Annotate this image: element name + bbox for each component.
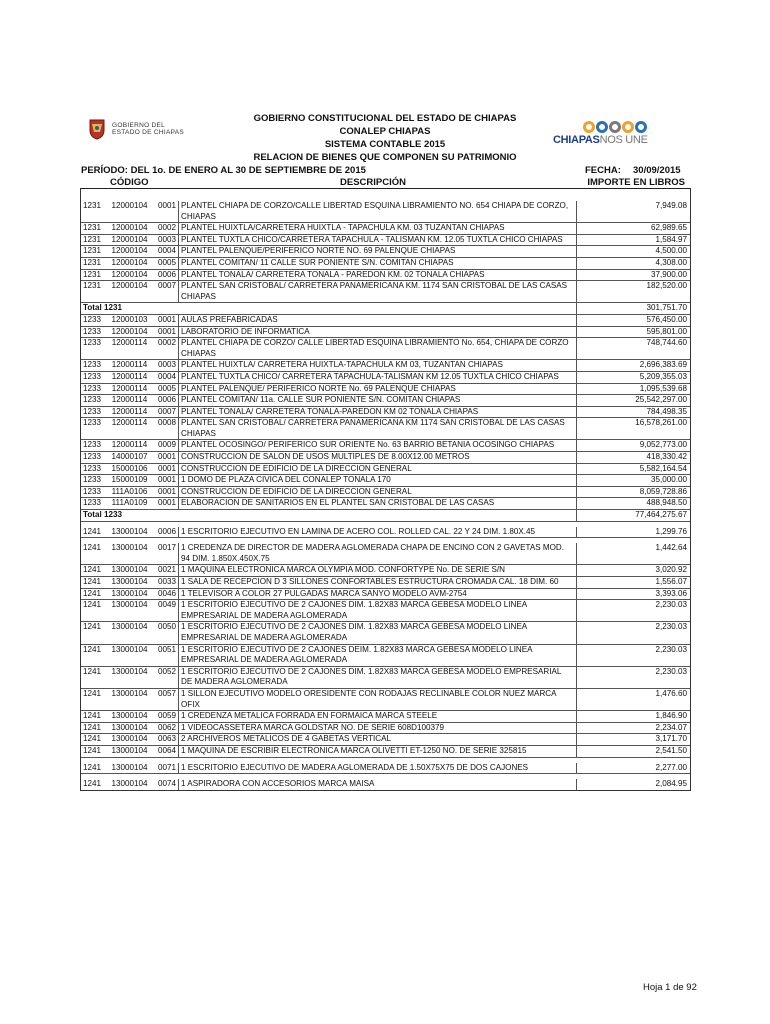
cell-codigo bbox=[81, 645, 179, 666]
cell-importe: 2,230.03 bbox=[655, 666, 687, 676]
cell-descripcion: 1 MAQUINA DE ESCRIBIR ELECTRONICA MARCA OLIVETTI ET-1250 NO. DE SERIE 325815 bbox=[179, 746, 577, 757]
cell-importe: 2,696,383.69 bbox=[639, 360, 687, 370]
cell-codigo bbox=[81, 577, 179, 588]
table-row bbox=[81, 270, 690, 282]
cell-importe: 8,059,728.86 bbox=[639, 486, 687, 496]
cell-descripcion: 1 CREDENZA DE DIRECTOR DE MADERA AGLOMERADA CHAPA DE ENCINO CON 2 GAVETAS MOD. 94 DIM. 1.850X.450X.75 bbox=[179, 543, 577, 564]
cell-codigo bbox=[81, 723, 179, 734]
code-part-b: 13000104 bbox=[111, 600, 148, 610]
code-part-a: 1241 bbox=[83, 711, 102, 721]
cell-descripcion: PLANTEL TUXTLA CHICO/ CARRETERA TAPACHULA-TALISMAN KM 12.05 TUXTLA CHICO CHIAPAS bbox=[179, 372, 577, 383]
cell-codigo bbox=[81, 327, 179, 338]
cell-codigo bbox=[81, 464, 179, 475]
code-part-b: 13000104 bbox=[111, 762, 148, 772]
code-part-a: 1231 bbox=[83, 281, 102, 291]
code-part-a: 1241 bbox=[83, 588, 102, 598]
code-part-c: 0071 bbox=[157, 762, 176, 772]
code-part-b: 13000104 bbox=[111, 711, 148, 721]
code-part-a: 1233 bbox=[83, 486, 102, 496]
code-part-a: 1231 bbox=[83, 246, 102, 256]
code-part-a: 1233 bbox=[83, 475, 102, 485]
code-part-c: 0007 bbox=[157, 406, 176, 416]
table-row bbox=[81, 235, 690, 247]
cell-codigo bbox=[81, 270, 179, 281]
cell-descripcion: PLANTEL HUIXTLA/CARRETERA HUIXTLA - TAPACHULA KM. 03 TUZANTAN CHIAPAS bbox=[179, 223, 577, 234]
cell-importe: 2,541.50 bbox=[655, 745, 687, 755]
table-row bbox=[81, 758, 690, 775]
cell-codigo bbox=[81, 440, 179, 451]
cell-importe: 16,578,261.00 bbox=[635, 418, 687, 428]
code-part-a: 1233 bbox=[83, 452, 102, 462]
code-part-b: 12000114 bbox=[111, 395, 148, 405]
cell-codigo bbox=[81, 407, 179, 418]
cell-importe: 3,393.06 bbox=[655, 588, 687, 598]
code-part-b: 12000114 bbox=[111, 360, 148, 370]
code-part-a: 1231 bbox=[83, 269, 102, 279]
cell-descripcion: 1 ESCRITORIO EJECUTIVO DE 2 CAJONES DIM. 1.82X83 MARCA GEBESA MODELO EMPRESARIAL DE MADERA AGLOMERADA bbox=[179, 667, 577, 688]
code-part-b: 12000114 bbox=[111, 406, 148, 416]
code-part-b: 13000104 bbox=[111, 688, 148, 698]
code-part-b: 12000114 bbox=[111, 338, 148, 348]
cell-codigo bbox=[81, 667, 179, 688]
cell-codigo bbox=[81, 565, 179, 576]
column-header-descripcion: DESCRIPCIÓN bbox=[340, 177, 406, 188]
code-part-b: 12000104 bbox=[111, 257, 148, 267]
table-row bbox=[81, 565, 690, 577]
cell-descripcion: 2 ARCHIVEROS METALICOS DE 4 GABETAS VERTICAL bbox=[179, 734, 577, 745]
coat-of-arms-icon bbox=[88, 118, 106, 140]
cell-importe: 5,209,355.03 bbox=[639, 371, 687, 381]
gov-logo-line1: GOBIERNO DEL bbox=[112, 121, 166, 129]
table-row bbox=[81, 360, 690, 372]
table-row bbox=[81, 418, 690, 440]
cell-descripcion: 1 SILLON EJECUTIVO MODELO ORESIDENTE CON RODAJAS RECLINABLE COLOR NUEZ MARCA OFIX bbox=[179, 689, 577, 710]
code-part-b: 13000104 bbox=[111, 588, 148, 598]
code-part-c: 0074 bbox=[157, 779, 176, 789]
table-row bbox=[81, 464, 690, 476]
code-part-b: 13000104 bbox=[111, 644, 148, 654]
cell-descripcion: 1 ESCRITORIO EJECUTIVO DE 2 CAJONES DIM. 1.82X83 MARCA GEBESA MODELO LINEA EMPRESARIAL DE MADERA AGLOMERADA bbox=[179, 622, 577, 643]
code-part-b: 12000103 bbox=[111, 314, 148, 324]
column-header-codigo: CÓDIGO bbox=[110, 177, 149, 188]
cell-codigo bbox=[81, 246, 179, 257]
table-row bbox=[81, 498, 690, 510]
cell-codigo bbox=[81, 589, 179, 600]
code-part-b: 13000104 bbox=[111, 722, 148, 732]
cell-codigo bbox=[81, 510, 179, 521]
table-row bbox=[81, 622, 690, 644]
code-part-a: 1241 bbox=[83, 734, 102, 744]
code-part-c: 0001 bbox=[157, 326, 176, 336]
table-row bbox=[81, 246, 690, 258]
code-part-c: 0005 bbox=[157, 257, 176, 267]
code-part-a: 1241 bbox=[83, 722, 102, 732]
code-part-c: 0002 bbox=[157, 338, 176, 348]
cell-descripcion: PLANTEL HUIXTLA/ CARRETERA HUIXTLA-TAPACHULA KM 03, TUZANTAN CHIAPAS bbox=[179, 360, 577, 371]
code-part-c: 0009 bbox=[157, 440, 176, 450]
cell-codigo bbox=[81, 372, 179, 383]
cell-importe: 35,000.00 bbox=[650, 475, 687, 485]
code-part-b: 12000104 bbox=[111, 201, 148, 210]
cell-descripcion: PLANTEL PALENQUE/ PERIFERICO NORTE No. 69 PALENQUE CHIAPAS bbox=[179, 384, 577, 395]
table-row bbox=[81, 281, 690, 303]
cell-importe: 1,846.90 bbox=[655, 711, 687, 721]
code-part-a: 1241 bbox=[83, 688, 102, 698]
code-part-c: 0046 bbox=[157, 588, 176, 598]
code-part-a: 1241 bbox=[83, 565, 102, 575]
code-part-a: 1233 bbox=[83, 418, 102, 428]
column-header-importe: IMPORTE EN LIBROS bbox=[587, 177, 685, 188]
cell-importe: 4,500.00 bbox=[655, 246, 687, 256]
cell-codigo bbox=[81, 689, 179, 710]
cell-descripcion: 1 ASPIRADORA CON ACCESORIOS MARCA MAISA bbox=[179, 779, 577, 790]
cell-descripcion: 1 TELEVISOR A COLOR 27 PULGADAS MARCA SANYO MODELO AVM-2754 bbox=[179, 589, 577, 600]
code-part-c: 0063 bbox=[157, 734, 176, 744]
code-part-b: 15000109 bbox=[111, 475, 148, 485]
page-number: Hoja 1 de 92 bbox=[643, 982, 697, 993]
code-part-b: 15000106 bbox=[111, 463, 148, 473]
cell-descripcion: 1 ESCRITORIO EJECUTIVO DE 2 CAJONES DIM. 1.82X83 MARCA GEBESA MODELO LINEA EMPRESARIAL DE MADERA AGLOMERADA bbox=[179, 600, 577, 621]
cell-codigo bbox=[81, 281, 179, 302]
code-part-a: 1233 bbox=[83, 326, 102, 336]
code-part-b: 12000104 bbox=[111, 223, 148, 233]
code-part-c: 0017 bbox=[157, 543, 176, 553]
cell-importe: 2,234.07 bbox=[655, 722, 687, 732]
code-part-b: 12000114 bbox=[111, 371, 148, 381]
period-label: PERÍODO: DEL 1o. DE ENERO AL 30 DE SEPTIEMBRE DE 2015 bbox=[81, 165, 366, 176]
cell-importe: 2,230.03 bbox=[655, 600, 687, 610]
code-part-c: 0001 bbox=[157, 314, 176, 324]
cell-descripcion: PLANTEL OCOSINGO/ PERIFERICO SUR ORIENTE No. 63 BARRIO BETANIA OCOSINGO CHIAPAS bbox=[179, 440, 577, 451]
code-part-a: 1231 bbox=[83, 234, 102, 244]
code-part-a: 1233 bbox=[83, 440, 102, 450]
table-row bbox=[81, 475, 690, 487]
table-row bbox=[81, 315, 690, 327]
cell-codigo bbox=[81, 600, 179, 621]
code-part-c: 0002 bbox=[157, 223, 176, 233]
cell-codigo bbox=[81, 418, 179, 439]
cell-importe: 3,171.70 bbox=[655, 734, 687, 744]
code-part-a: 1233 bbox=[83, 360, 102, 370]
code-part-c: 0001 bbox=[157, 486, 176, 496]
code-part-b: 12000104 bbox=[111, 326, 148, 336]
cell-importe: 488,948.50 bbox=[646, 498, 687, 508]
header-line1: GOBIERNO CONSTITUCIONAL DEL ESTADO DE CHIAPAS bbox=[253, 113, 517, 124]
code-part-c: 0050 bbox=[157, 622, 176, 632]
table-row bbox=[81, 338, 690, 360]
brand-main: CHIAPAS bbox=[553, 134, 600, 146]
code-part-c: 0001 bbox=[157, 452, 176, 462]
code-part-c: 0057 bbox=[157, 688, 176, 698]
total-label: Total 1233 bbox=[83, 510, 122, 520]
code-part-b: 12000114 bbox=[111, 418, 148, 428]
cell-descripcion: PLANTEL TONALA/ CARRETERA TONALA - PAREDON KM. 02 TONALA CHIAPAS bbox=[179, 270, 577, 281]
code-part-c: 0006 bbox=[157, 395, 176, 405]
table-row bbox=[81, 723, 690, 735]
cell-codigo bbox=[81, 395, 179, 406]
code-part-b: 13000104 bbox=[111, 779, 148, 789]
cell-importe: 5,582,164.54 bbox=[639, 463, 687, 473]
cell-descripcion: AULAS PREFABRICADAS bbox=[179, 315, 577, 326]
code-part-c: 0003 bbox=[157, 360, 176, 370]
total-label: Total 1231 bbox=[83, 303, 122, 313]
cell-descripcion: PLANTEL SAN CRISTOBAL/ CARRETERA PANAMERICANA KM. 1174 SAN CRISTOBAL DE LAS CASAS CHIAPAS bbox=[179, 281, 577, 302]
code-part-c: 0052 bbox=[157, 666, 176, 676]
cell-descripcion: PLANTEL TONALA/ CARRETERA TONALA-PAREDON KM 02 TONALA CHIAPAS bbox=[179, 407, 577, 418]
cell-descripcion: 1 MAQUINA ELECTRONICA MARCA OLYMPIA MOD. CONFORTYPE No. DE SERIE S/N bbox=[179, 565, 577, 576]
code-part-c: 0001 bbox=[157, 475, 176, 485]
cell-importe: 1,556.07 bbox=[655, 577, 687, 586]
cell-importe: 37,900.00 bbox=[650, 269, 687, 279]
code-part-a: 1241 bbox=[83, 526, 102, 536]
code-part-b: 111A0109 bbox=[111, 498, 148, 508]
cell-descripcion: ELABORACION DE SANITARIOS EN EL PLANTEL SAN CRISTOBAL DE LAS CASAS bbox=[179, 498, 577, 509]
cell-descripcion: LABORATORIO DE INFORMATICA bbox=[179, 327, 577, 338]
cell-codigo bbox=[81, 711, 179, 722]
cell-codigo bbox=[81, 452, 179, 463]
code-part-c: 0005 bbox=[157, 383, 176, 393]
cell-descripcion: CONSTRUCCION DE SALON DE USOS MULTIPLES DE 8.00X12.00 METROS bbox=[179, 452, 577, 463]
cell-importe: 748,744.60 bbox=[646, 338, 687, 348]
cell-descripcion: CONSTRUCCION DE EDIFICIO DE LA DIRECCION GENERAL bbox=[179, 487, 577, 498]
cell-descripcion: 1 ESCRITORIO EJECUTIVO DE 2 CAJONES DEIM. 1.82X83 MARCA GEBESA MODELO LINEA EMPRESARIAL DE MADERA AGLOMERADA bbox=[179, 645, 577, 666]
code-part-c: 0001 bbox=[157, 498, 176, 508]
cell-descripcion: PLANTEL CHIAPA DE CORZO/CALLE LIBERTAD ESQUINA LIBRAMIENTO NO. 654 CHIAPA DE CORZO, CHIAPAS bbox=[179, 201, 577, 222]
cell-descripcion: 1 CREDENZA METALICA FORRADA EN FORMAICA MARCA STEELE bbox=[179, 711, 577, 722]
table-row bbox=[81, 452, 690, 464]
cell-codigo bbox=[81, 201, 179, 222]
cell-codigo bbox=[81, 498, 179, 509]
code-part-c: 0007 bbox=[157, 281, 176, 291]
code-part-b: 12000104 bbox=[111, 246, 148, 256]
table-row bbox=[81, 577, 690, 589]
code-part-a: 1231 bbox=[83, 223, 102, 233]
cell-descripcion: PLANTEL PALENQUE/PERIFERICO NORTE NO. 69 PALENQUE CHIAPAS bbox=[179, 246, 577, 257]
code-part-a: 1233 bbox=[83, 371, 102, 381]
cell-codigo bbox=[81, 235, 179, 246]
code-part-c: 0064 bbox=[157, 745, 176, 755]
table-row bbox=[81, 223, 690, 235]
total-row bbox=[81, 510, 690, 522]
code-part-b: 14000107 bbox=[111, 452, 148, 462]
cell-codigo bbox=[81, 746, 179, 757]
table-row bbox=[81, 189, 690, 223]
code-part-b: 13000104 bbox=[111, 734, 148, 744]
cell-codigo bbox=[81, 487, 179, 498]
cell-importe: 2,230.03 bbox=[655, 622, 687, 632]
cell-codigo bbox=[81, 384, 179, 395]
cell-descripcion: 1 DOMO DE PLAZA CIVICA DEL CONALEP TONALA 170 bbox=[179, 475, 577, 486]
cell-descripcion: PLANTEL TUXTLA CHICO/CARRETERA TAPACHULA - TALISMAN KM. 12.05 TUXTLA CHICO CHIAPAS bbox=[179, 235, 577, 246]
cell-codigo bbox=[81, 223, 179, 234]
cell-importe: 2,277.00 bbox=[655, 762, 687, 772]
cell-descripcion bbox=[179, 303, 577, 314]
table-row bbox=[81, 689, 690, 711]
code-part-c: 0021 bbox=[157, 565, 176, 575]
table-row bbox=[81, 734, 690, 746]
cell-descripcion: 1 ESCRITORIO EJECUTIVO EN LAMINA DE ACERO COL. ROLLED CAL. 22 Y 24 DIM. 1.80X.45 bbox=[179, 527, 577, 538]
cell-importe: 62,989.65 bbox=[650, 223, 687, 233]
code-part-a: 1233 bbox=[83, 498, 102, 508]
header-line4: RELACION DE BIENES QUE COMPONEN SU PATRIMONIO bbox=[253, 152, 517, 163]
cell-importe: 182,520.00 bbox=[646, 281, 687, 291]
cell-codigo bbox=[81, 360, 179, 371]
code-part-c: 0001 bbox=[157, 201, 176, 210]
table-row bbox=[81, 667, 690, 689]
code-part-b: 12000114 bbox=[111, 440, 148, 450]
cell-importe: 576,450.00 bbox=[646, 314, 687, 324]
table-row bbox=[81, 395, 690, 407]
code-part-a: 1233 bbox=[83, 406, 102, 416]
cell-codigo bbox=[81, 779, 179, 790]
code-part-c: 0059 bbox=[157, 711, 176, 721]
code-part-b: 13000104 bbox=[111, 543, 148, 553]
table-row bbox=[81, 487, 690, 499]
header-line3: SISTEMA CONTABLE 2015 bbox=[324, 139, 446, 150]
header-line2: CONALEP CHIAPAS bbox=[339, 126, 431, 137]
cell-importe: 2,230.03 bbox=[655, 644, 687, 654]
cell-codigo bbox=[81, 475, 179, 486]
code-part-a: 1231 bbox=[83, 201, 102, 210]
code-part-b: 13000104 bbox=[111, 622, 148, 632]
code-part-b: 13000104 bbox=[111, 745, 148, 755]
table-row bbox=[81, 407, 690, 419]
code-part-a: 1241 bbox=[83, 600, 102, 610]
code-part-a: 1241 bbox=[83, 666, 102, 676]
table-row bbox=[81, 258, 690, 270]
code-part-a: 1233 bbox=[83, 463, 102, 473]
cell-descripcion: PLANTEL COMITAN/ 11a. CALLE SUR PONIENTE S/N. COMITAN CHIAPAS bbox=[179, 395, 577, 406]
code-part-b: 12000104 bbox=[111, 234, 148, 244]
code-part-a: 1241 bbox=[83, 543, 102, 553]
code-part-a: 1231 bbox=[83, 257, 102, 267]
code-part-a: 1241 bbox=[83, 779, 102, 789]
cell-importe: 25,542,297.00 bbox=[635, 395, 687, 405]
assets-table bbox=[80, 188, 691, 791]
code-part-b: 12000104 bbox=[111, 269, 148, 279]
cell-descripcion: CONSTRUCCION DE EDIFICIO DE LA DIRECCION GENERAL bbox=[179, 464, 577, 475]
code-part-a: 1241 bbox=[83, 745, 102, 755]
cell-codigo bbox=[81, 315, 179, 326]
code-part-c: 0006 bbox=[157, 269, 176, 279]
brand-sub: NOS UNE bbox=[599, 134, 648, 146]
code-part-c: 0033 bbox=[157, 577, 176, 586]
code-part-a: 1241 bbox=[83, 762, 102, 772]
code-part-b: 111A0106 bbox=[111, 486, 148, 496]
cell-codigo bbox=[81, 338, 179, 359]
cell-importe: 77,464,275.67 bbox=[635, 510, 687, 520]
code-part-c: 0062 bbox=[157, 722, 176, 732]
cell-codigo bbox=[81, 258, 179, 269]
cell-descripcion: 1 VIDEOCASSETERA MARCA GOLDSTAR NO. DE SERIE 608D100379 bbox=[179, 723, 577, 734]
cell-importe: 784,498.35 bbox=[646, 406, 687, 416]
cell-importe: 301,751.70 bbox=[646, 303, 687, 313]
cell-importe: 7,949.08 bbox=[655, 201, 687, 210]
code-part-a: 1233 bbox=[83, 338, 102, 348]
table-row bbox=[81, 522, 690, 539]
code-part-b: 13000104 bbox=[111, 565, 148, 575]
table-row bbox=[81, 372, 690, 384]
table-row bbox=[81, 746, 690, 758]
cell-codigo bbox=[81, 622, 179, 643]
table-row bbox=[81, 538, 690, 565]
code-part-c: 0003 bbox=[157, 234, 176, 244]
date-value: 30/09/2015 bbox=[633, 165, 681, 176]
table-row bbox=[81, 327, 690, 339]
cell-importe: 1,442.64 bbox=[655, 543, 687, 553]
cell-descripcion: 1 SALA DE RECEPCION D 3 SILLONES CONFORTABLES ESTRUCTURA CROMADA CAL. 18 DIM. 60 bbox=[179, 577, 577, 588]
code-part-b: 13000104 bbox=[111, 577, 148, 586]
cell-codigo bbox=[81, 303, 179, 314]
code-part-c: 0008 bbox=[157, 418, 176, 428]
code-part-b: 13000104 bbox=[111, 666, 148, 676]
cell-importe: 3,020.92 bbox=[655, 565, 687, 575]
cell-codigo bbox=[81, 734, 179, 745]
table-row bbox=[81, 645, 690, 667]
table-row bbox=[81, 600, 690, 622]
table-row bbox=[81, 774, 690, 790]
code-part-b: 12000104 bbox=[111, 281, 148, 291]
date-label: FECHA: bbox=[585, 165, 621, 176]
code-part-c: 0051 bbox=[157, 644, 176, 654]
code-part-b: 13000104 bbox=[111, 526, 148, 536]
cell-importe: 1,299.76 bbox=[655, 526, 687, 536]
code-part-c: 0049 bbox=[157, 600, 176, 610]
total-row bbox=[81, 303, 690, 315]
cell-importe: 418,330.42 bbox=[646, 452, 687, 462]
table-row bbox=[81, 589, 690, 601]
cell-importe: 9,052,773.00 bbox=[639, 440, 687, 450]
code-part-c: 0004 bbox=[157, 246, 176, 256]
cell-importe: 1,584.97 bbox=[655, 234, 687, 244]
code-part-a: 1241 bbox=[83, 577, 102, 586]
cell-descripcion: PLANTEL CHIAPA DE CORZO/ CALLE LIBERTAD ESQUINA LIBRAMIENTO No. 654, CHIAPA DE CORZO CHIAPAS bbox=[179, 338, 577, 359]
cell-descripcion: PLANTEL COMITAN/ 11 CALLE SUR PONIENTE S/N. COMITAN CHIAPAS bbox=[179, 258, 577, 269]
code-part-c: 0006 bbox=[157, 526, 176, 536]
cell-importe: 4,308.00 bbox=[655, 257, 687, 267]
table-row bbox=[81, 711, 690, 723]
code-part-a: 1233 bbox=[83, 383, 102, 393]
code-part-a: 1241 bbox=[83, 644, 102, 654]
table-row bbox=[81, 384, 690, 396]
code-part-a: 1233 bbox=[83, 395, 102, 405]
cell-descripcion bbox=[179, 510, 577, 521]
cell-importe: 595,801.00 bbox=[646, 326, 687, 336]
cell-importe: 1,476.60 bbox=[655, 688, 687, 698]
cell-importe: 1,095,539.68 bbox=[639, 383, 687, 393]
cell-codigo bbox=[81, 527, 179, 538]
cell-codigo bbox=[81, 543, 179, 564]
code-part-c: 0004 bbox=[157, 371, 176, 381]
cell-importe: 2,084.95 bbox=[655, 779, 687, 789]
cell-descripcion: 1 ESCRITORIO EJECUTIVO DE MADERA AGLOMERADA DE 1.50X75X75 DE DOS CAJONES bbox=[179, 763, 577, 774]
cell-descripcion: PLANTEL SAN CRISTOBAL/ CARRETERA PANAMERICANA KM 1174 SAN CRISTOBAL DE LAS CASAS CHIAPAS bbox=[179, 418, 577, 439]
table-row bbox=[81, 440, 690, 452]
code-part-b: 12000114 bbox=[111, 383, 148, 393]
gov-logo-line2: ESTADO DE CHIAPAS bbox=[112, 129, 185, 136]
cell-codigo bbox=[81, 763, 179, 774]
code-part-c: 0001 bbox=[157, 463, 176, 473]
code-part-a: 1233 bbox=[83, 314, 102, 324]
code-part-a: 1241 bbox=[83, 622, 102, 632]
